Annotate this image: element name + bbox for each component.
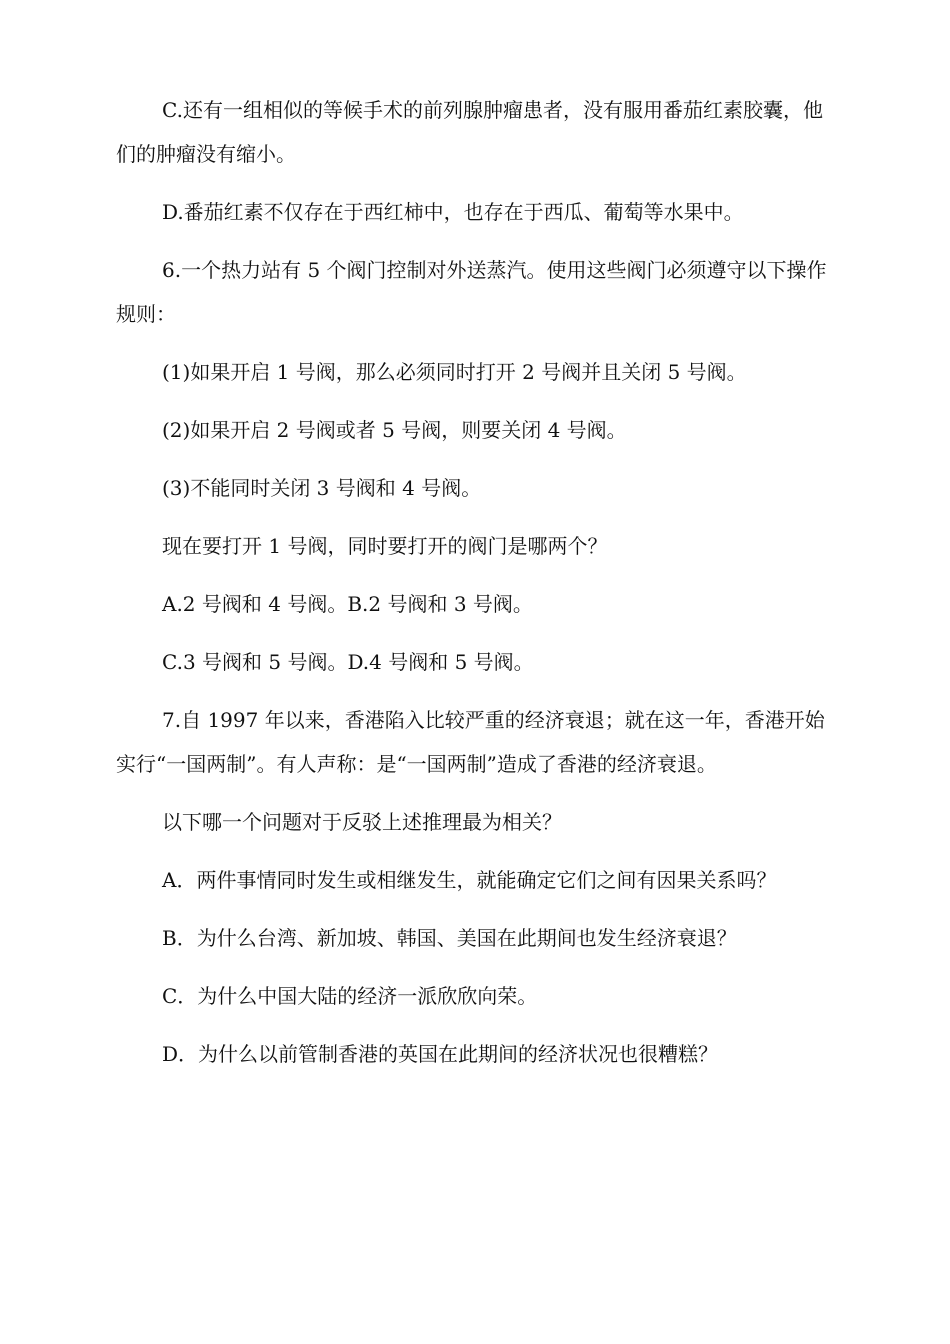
question-7-prompt: 以下哪一个问题对于反驳上述推理最为相关？ [162, 810, 562, 834]
question-7: 7.自 1997 年以来，香港陷入比较严重的经济衰退；就在这一年，香港开始实行“一国两制”。有人声称：是“一国两制”造成了香港的经济衰退。 [116, 708, 825, 776]
options-cd-q6: C.3 号阀和 5 号阀。D.4 号阀和 5 号阀。 [162, 650, 534, 674]
question-6-prompt: 现在要打开 1 号阀，同时要打开的阀门是哪两个？ [162, 534, 608, 558]
option-d-q5: D.番茄红素不仅存在于西红柿中，也存在于西瓜、葡萄等水果中。 [162, 200, 744, 224]
option-c-q7: C．为什么中国大陆的经济一派欣欣向荣。 [162, 984, 538, 1008]
option-a-q7: A．两件事情同时发生或相继发生，就能确定它们之间有因果关系吗？ [162, 868, 777, 892]
rule-3: (3)不能同时关闭 3 号阀和 4 号阀。 [162, 476, 482, 500]
option-b-q7: B．为什么台湾、新加坡、韩国、美国在此期间也发生经济衰退？ [162, 926, 737, 950]
options-ab-q6: A.2 号阀和 4 号阀。B.2 号阀和 3 号阀。 [162, 592, 533, 616]
option-d-q7: D．为什么以前管制香港的英国在此期间的经济状况也很糟糕？ [162, 1042, 719, 1066]
document-body [116, 88, 838, 1076]
option-c-q5: C.还有一组相似的等候手术的前列腺肿瘤患者，没有服用番茄红素胶囊，他们的肿瘤没有缩小。 [116, 98, 823, 166]
question-6: 6.一个热力站有 5 个阀门控制对外送蒸汽。使用这些阀门必须遵守以下操作规则： [116, 258, 827, 326]
rule-1: (1)如果开启 1 号阀，那么必须同时打开 2 号阀并且关闭 5 号阀。 [162, 360, 747, 384]
rule-2: (2)如果开启 2 号阀或者 5 号阀，则要关闭 4 号阀。 [162, 418, 627, 442]
